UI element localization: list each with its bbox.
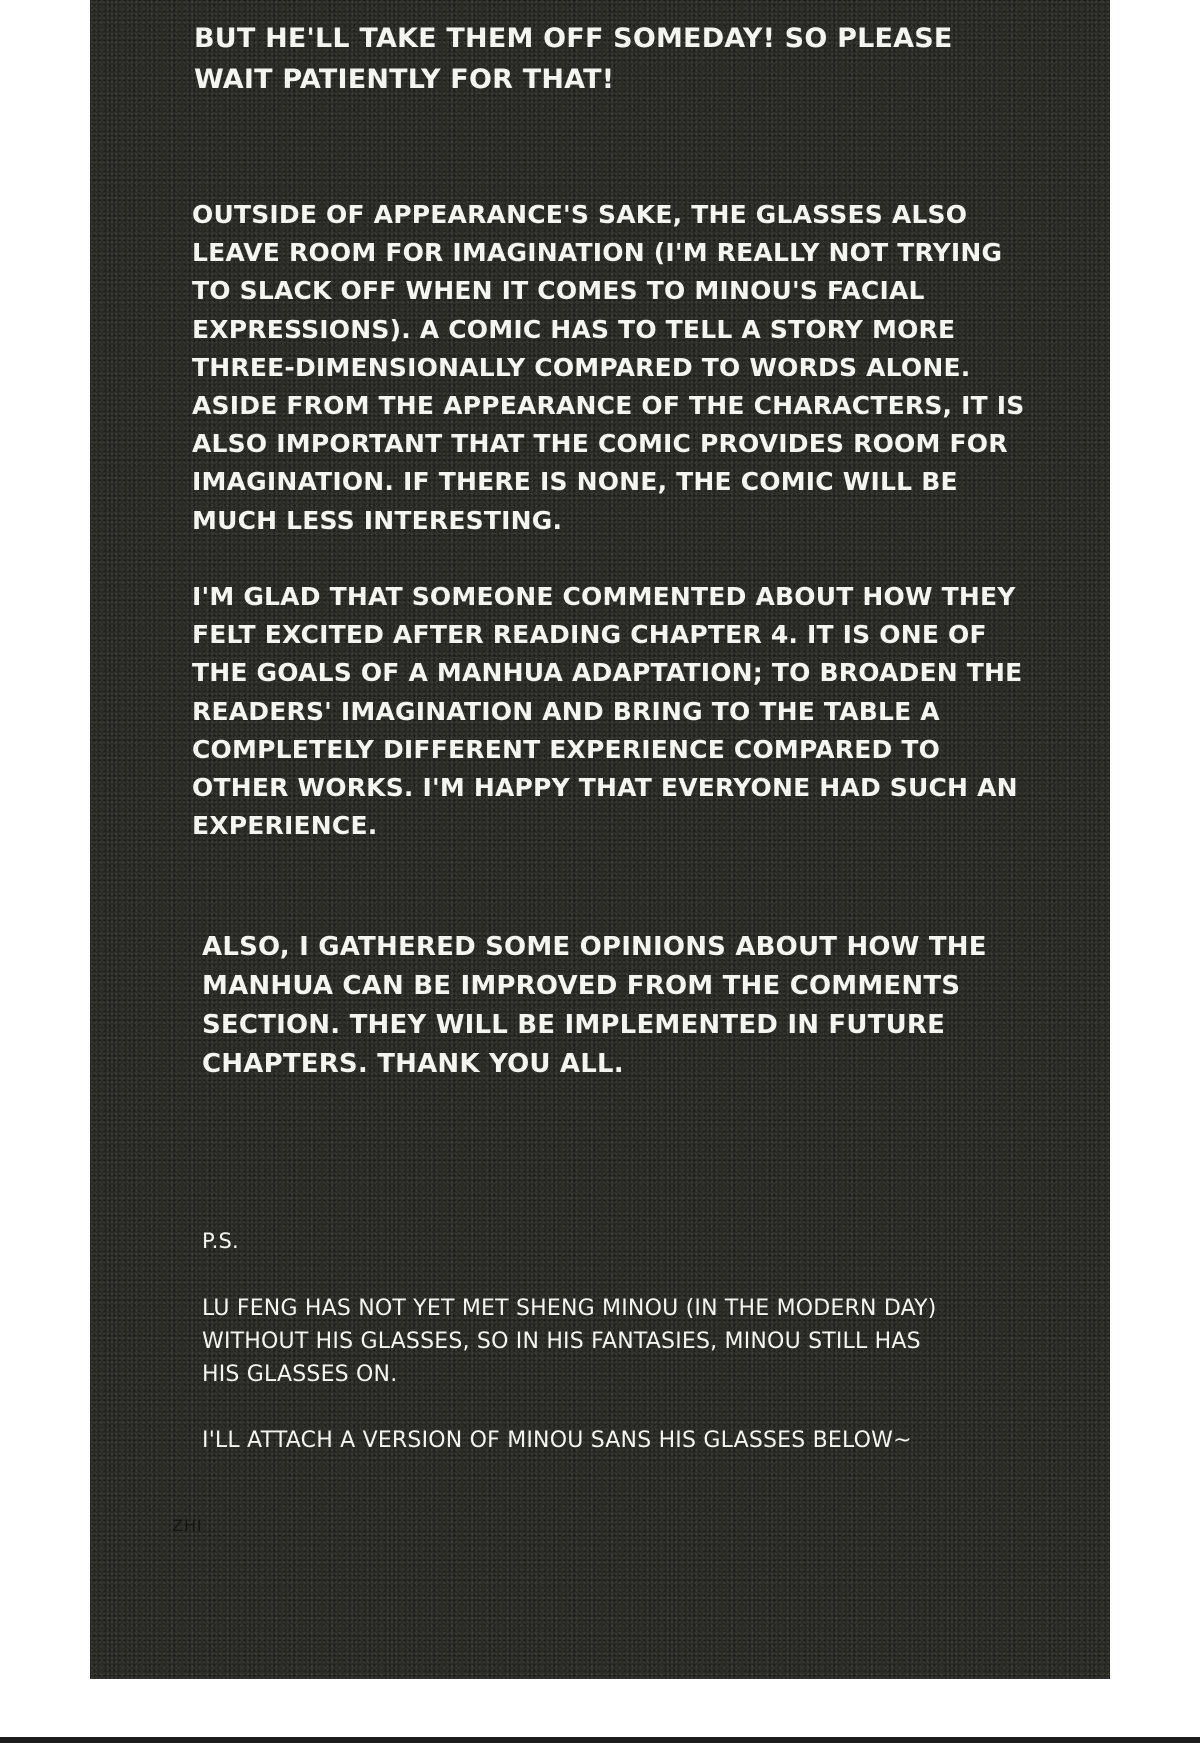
comic-page (90, 0, 1110, 1679)
paragraph-take-off-glasses: BUT HE'LL TAKE THEM OFF SOMEDAY! SO PLEASE WAIT PATIENTLY FOR THAT! (194, 23, 953, 95)
paragraph-opinions-thanks: ALSO, I GATHERED SOME OPINIONS ABOUT HOW THE MANHUA CAN BE IMPROVED FROM THE COMMENTS SECTION. THEY WILL BE IMPLEMENTED IN FUTURE CHAPTERS. THANK YOU ALL. (202, 932, 987, 1079)
paragraph-room-for-imagination: OUTSIDE OF APPEARANCE'S SAKE, THE GLASSES ALSO LEAVE ROOM FOR IMAGINATION (I'M REALLY NOT TRYING TO SLACK OFF WHEN IT COMES TO MINOU'S FACIAL EXPRESSIONS). A COMIC HAS TO TELL A STORY MORE THREE-DIMENSIONALLY COMPARED TO WORDS ALONE. ASIDE FROM THE APPEARANCE OF THE CHARACTERS, IT IS ALSO IMPORTANT THAT THE COMIC PROVIDES ROOM FOR IMAGINATION. IF THERE IS NONE, THE COMIC WILL BE MUCH LESS INTERESTING. (192, 200, 1025, 535)
ps-footer: I'LL ATTACH A VERSION OF MINOU SANS HIS GLASSES BELOW~ (202, 1428, 912, 1453)
paragraph-chapter-4-comment: I'M GLAD THAT SOMEONE COMMENTED ABOUT HOW THEY FELT EXCITED AFTER READING CHAPTER 4. IT IS ONE OF THE GOALS OF A MANHUA ADAPTATION; TO BROADEN THE READERS' IMAGINATION AND BRING TO THE TABLE A COMPLETELY DIFFERENT EXPERIENCE COMPARED TO OTHER WORKS. I'M HAPPY THAT EVERYONE HAD SUCH AN EXPERIENCE. (192, 582, 1023, 841)
watermark-text: ZHI (172, 1516, 203, 1535)
ps-body: LU FENG HAS NOT YET MET SHENG MINOU (IN THE MODERN DAY) WITHOUT HIS GLASSES, SO IN HIS FANTASIES, MINOU STILL HAS HIS GLASSES ON. (202, 1296, 937, 1387)
bottom-edge-bar (0, 1737, 1200, 1743)
ps-label: P.S. (202, 1229, 239, 1253)
